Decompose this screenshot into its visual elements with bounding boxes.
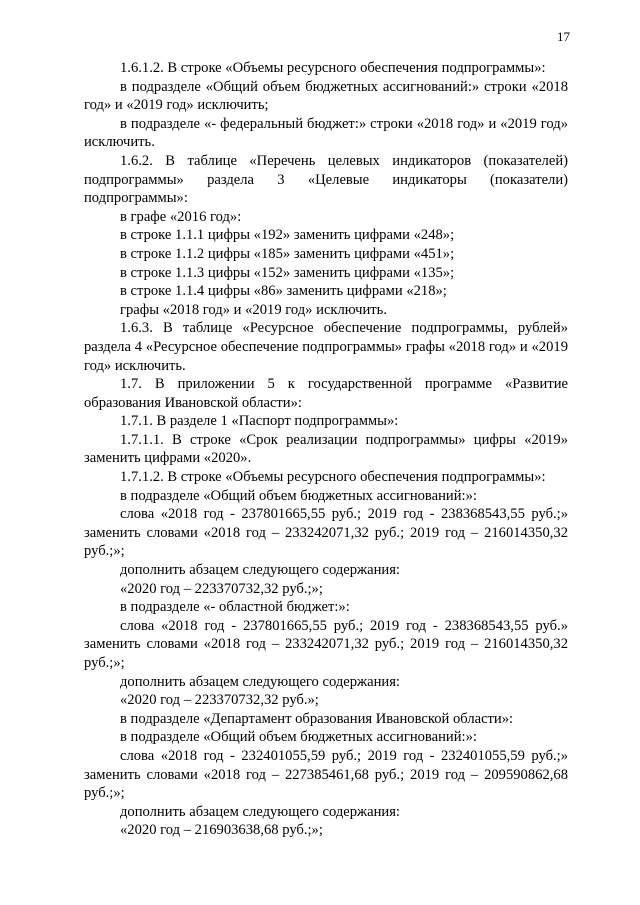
- paragraph: в подразделе «- областной бюджет:»:: [120, 599, 350, 616]
- paragraph: в графе «2016 год»:: [120, 208, 242, 225]
- page-number: 17: [557, 29, 570, 44]
- paragraph: в строке 1.1.1 цифры «192» заменить цифрами «248»;: [120, 227, 455, 244]
- paragraph: в подразделе «Общий объем бюджетных ассигнований:»:: [120, 729, 477, 746]
- paragraph: в подразделе «Общий объем бюджетных ассигнований:» строки «2018 год» и «2019 год» исключить;: [84, 78, 568, 114]
- paragraph: 1.7.1.1. В строке «Срок реализации подпрограммы» цифры «2019» заменить цифрами «2020».: [84, 431, 568, 467]
- paragraph: «2020 год – 223370732,32 руб.;»;: [120, 580, 323, 597]
- paragraph: в строке 1.1.2 цифры «185» заменить цифрами «451»;: [120, 245, 455, 262]
- paragraph: слова «2018 год - 237801665,55 руб.; 2019 год - 238368543,55 руб.;» заменить словами «2018 год – 233242071,32 руб.; 2019 год – 216014350,32 руб.;»;: [84, 506, 568, 560]
- paragraph: в подразделе «Департамент образования Ивановской области»:: [120, 710, 514, 727]
- paragraph: дополнить абзацем следующего содержания:: [120, 562, 400, 579]
- paragraph: слова «2018 год - 237801665,55 руб.; 2019 год - 238368543,55 руб.» заменить словами «2018 год – 233242071,32 руб.; 2019 год – 216014350,32 руб.;»;: [84, 617, 568, 671]
- paragraph: дополнить абзацем следующего содержания:: [120, 673, 400, 690]
- paragraph: 1.7.1. В разделе 1 «Паспорт подпрограммы»:: [120, 413, 399, 430]
- paragraph: «2020 год – 223370732,32 руб.»;: [120, 692, 319, 709]
- paragraph: в строке 1.1.4 цифры «86» заменить цифрами «218»;: [120, 283, 447, 300]
- document-body: [84, 59, 568, 840]
- paragraph: в строке 1.1.3 цифры «152» заменить цифрами «135»;: [120, 264, 455, 281]
- paragraph: 1.6.2. В таблице «Перечень целевых индикаторов (показателей) подпрограммы» раздела 3 «Целевые индикаторы (показатели) подпрограммы»:: [84, 152, 568, 207]
- paragraph: 1.7.1.2. В строке «Объемы ресурсного обеспечения подпрограммы»:: [120, 469, 546, 486]
- paragraph: в подразделе «Общий объем бюджетных ассигнований:»:: [120, 487, 477, 504]
- paragraph: дополнить абзацем следующего содержания:: [120, 803, 400, 820]
- paragraph: 1.6.3. В таблице «Ресурсное обеспечение подпрограммы, рублей» раздела 4 «Ресурсное обеспечение подпрограммы» графы «2018 год» и «2019 год» исключить.: [84, 320, 568, 374]
- paragraph: 1.6.1.2. В строке «Объемы ресурсного обеспечения подпрограммы»:: [120, 60, 546, 76]
- paragraph: 1.7. В приложении 5 к государственной программе «Развитие образования Ивановской области»:: [84, 376, 568, 411]
- paragraph: графы «2018 год» и «2019 год» исключить.: [120, 301, 387, 318]
- paragraph: «2020 год – 216903638,68 руб.;»;: [120, 822, 323, 839]
- paragraph: слова «2018 год - 232401055,59 руб.; 2019 год - 232401055,59 руб.;» заменить словами «2018 год – 227385461,68 руб.; 2019 год – 209590862,68 руб.;»;: [84, 747, 568, 802]
- paragraph: в подразделе «- федеральный бюджет:» строки «2018 год» и «2019 год» исключить.: [84, 115, 568, 151]
